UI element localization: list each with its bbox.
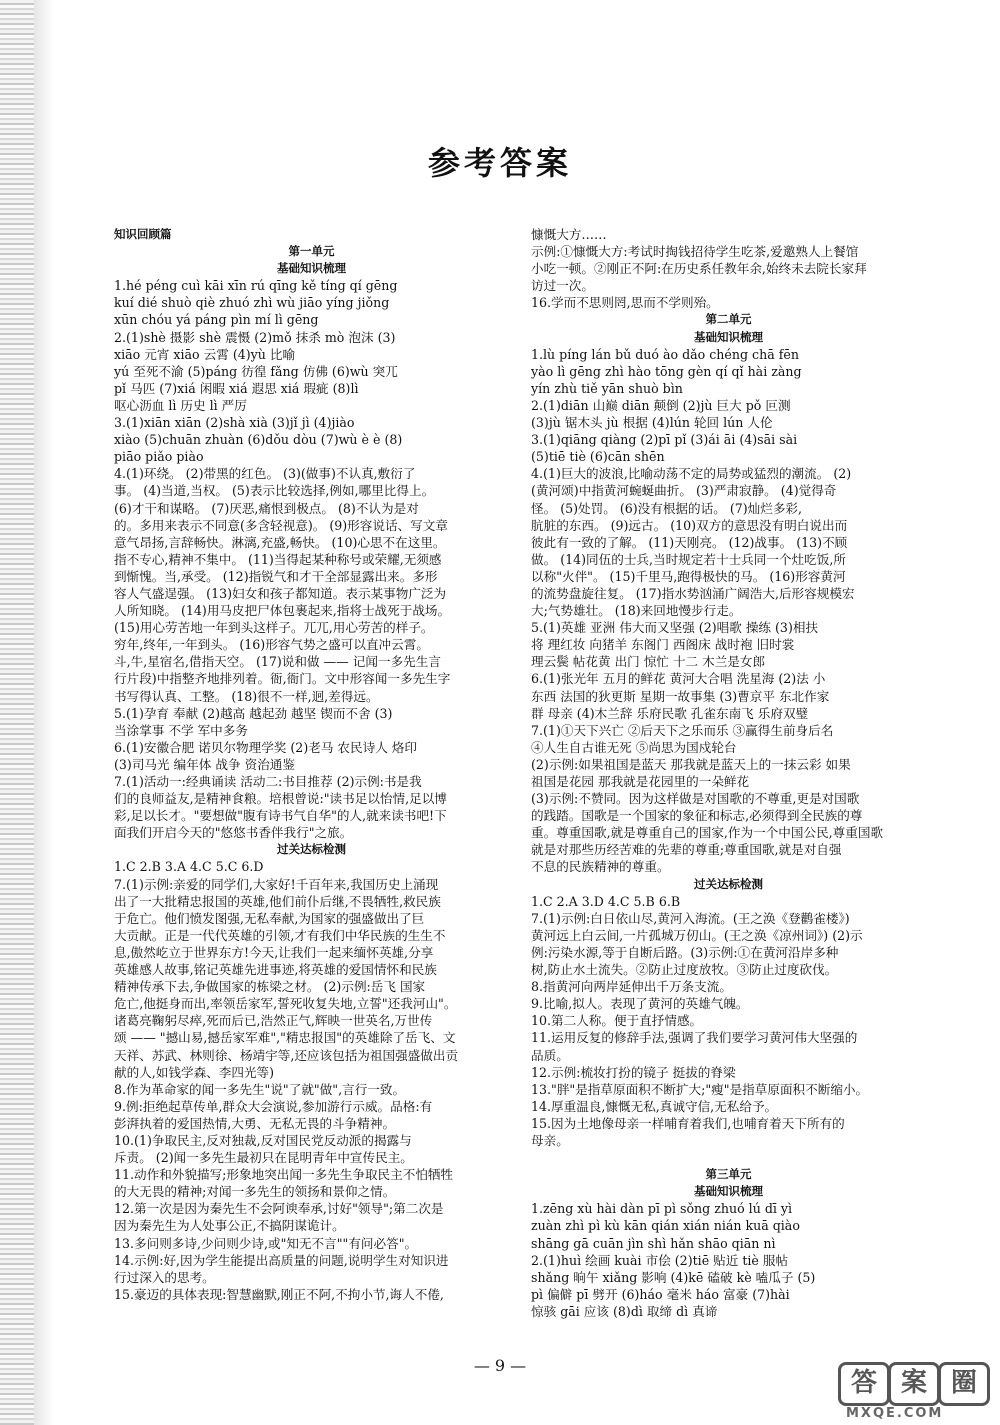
answer-line: shāng gā cuān jìn shì hǎn shāo qiān nì [531,1235,776,1251]
answer-line: 16.学而不思则罔,思而不学则殆。 [531,295,719,311]
answer-line: 群 母亲 (4)木兰辞 乐府民歌 孔雀东南飞 乐府双璧 [531,705,809,721]
section-heading: 第二单元 [705,312,752,327]
answer-line: xiào (5)chuān zhuàn (6)dǒu dòu (7)wù è è (8) [114,432,403,448]
answer-line: 容人气盛逞强。 (13)妇女和孩子都知道。表示某事物广泛为 [114,585,447,601]
answer-line: 斗,牛,星宿名,借指天空。 (17)说和做 —— 记闻一多先生言 [114,654,441,670]
answer-line: 行过深入的思考。 [114,1269,215,1285]
answer-line: 2.(1)shè 摄影 shè 震慑 (2)mǒ 抹杀 mò 泡沫 (3) [114,329,396,345]
section-heading: 基础知识梳理 [277,261,346,276]
answer-line: 颂 —— "撼山易,撼岳家军难","精忠报国"的英雄除了岳飞、文 [114,1030,456,1046]
answer-line: 危亡,他挺身而出,率领岳家军,誓死收复失地,立誓"还我河山"。 [114,996,457,1012]
answer-line: 1.zēng xù hài dàn pī pì sǒng zhuó lú dī yì [531,1201,793,1217]
answer-line: 树,防止水土流失。②防止过度放牧。③防止过度砍伐。 [531,962,838,978]
answer-line: 行片段)中指整齐地排列着。衙,衙门。文中形容闻一多先生字 [114,671,451,687]
answer-line: 彭湃执着的爱国热情,大勇、无私无畏的斗争精神。 [114,1115,396,1131]
answer-line: 5.(1)孕育 奉献 (2)越高 越起劲 越坚 锲而不舍 (3) [114,705,393,721]
answer-line: 不息的民族精神的尊重。 [531,859,670,875]
answer-line: 做。 (14)同伍的士兵,当时规定若十士兵同一个灶吃饭,所 [531,551,846,567]
answer-line: 2.(1)diān 山巅 diān 颠倒 (2)jù 巨大 pǒ 叵测 [531,397,791,413]
answer-line: 的流势盘旋往复。 (17)指水势汹涌广阔浩大,后形容规模宏 [531,585,855,601]
answer-line: 意气昂扬,言辞畅快。淋漓,充盛,畅快。 (10)心思不在这里。 [114,534,446,550]
answer-line: 惊骇 gāi 应该 (8)dì 取缔 dì 真谛 [531,1303,718,1319]
answer-line: 英雄感人故事,铭记英雄先进事迹,将英雄的爱国情怀和民族 [114,962,437,978]
answer-line: 8.作为革命家的闻一多先生"说"了就"做",言行一致。 [114,1081,406,1097]
section-heading: 过关达标检测 [277,842,346,857]
answer-line: 11.动作和外貌描写;形象地突出闻一多先生争取民主不怕牺牲 [114,1167,454,1183]
answer-line: 呕心沥血 lì 历史 lì 严厉 [114,397,247,413]
answer-line: 10.第二人称。便于直抒情感。 [531,1013,703,1029]
answer-line: (6)才干和谋略。 (7)厌恶,痛恨到极点。 (8)不认为是对 [114,500,419,516]
answer-line: zuàn zhì pì kù kān qián xián nián kuā qiào [531,1218,800,1234]
answer-line: kuí dié shuò qiè zhuó zhì wù jiāo yíng jiǒng [114,295,390,311]
answer-line: 2.(1)huì 绘画 kuài 市侩 (2)tiē 贴近 tiè 服帖 [531,1252,789,1268]
answer-line: 7.(1)①天下兴亡 ②后天下之乐而乐 ③赢得生前身后名 [531,722,834,738]
answer-line: 黄河远上白云间,一片孤城万仞山。(王之涣《凉州词》) (2)示 [531,927,863,943]
answer-line: 面我们开启今天的"悠悠书香伴我行"之旅。 [114,825,353,841]
answer-line: 9.比喻,拟人。表现了黄河的英雄气魄。 [531,996,749,1012]
answer-line: 彼此有一致的了解。 (11)天刚亮。 (12)战事。 (13)不顾 [531,534,848,550]
answer-line: 6.(1)安徽合肥 诺贝尔物理学奖 (2)老马 农民诗人 烙印 [114,739,417,755]
answer-line: 9.例:拒绝起草传单,群众大会演说,参加游行示威。品格:有 [114,1098,433,1114]
answer-line: (3)jù 锯木头 jù 根据 (4)lún 轮回 lún 人伦 [531,415,773,431]
page-number: — 9 — [473,1356,527,1375]
answer-line: (2)示例:如果祖国是蓝天 那我就是蓝天上的一抹云彩 如果 [531,756,851,772]
answer-line: 以称"火伴"。 (15)千里马,跑得极快的马。 (16)形容黄河 [531,568,846,584]
answer-line: 5.(1)英雄 亚洲 伟大而又坚强 (2)唱歌 操练 (3)相扶 [531,620,819,636]
answer-line: 1.C 2.A 3.D 4.C 5.B 6.B [531,893,681,909]
answer-line: yín zhù tiě yān shuò bìn [531,380,683,396]
watermark-char: 圈 [938,1362,990,1406]
answer-line: 斥责。 (2)闻一多先生最初只在昆明青年中宣传民主。 [114,1150,413,1166]
answer-line: pǐ 马匹 (7)xiá 闲暇 xiá 遐思 xiá 瑕疵 (8)lì [114,380,359,396]
answer-line: 10.(1)争取民主,反对独裁,反对国民党反动派的揭露与 [114,1132,412,1148]
answer-line: 的。多用来表示不同意(多含轻视意)。 (9)形容说话、写文章 [114,517,448,533]
answer-line: 4.(1)环绕。 (2)带黑的红色。 (3)(做事)不认真,敷衍了 [114,466,416,482]
answer-line: 15.因为土地像母亲一样哺育着我们,也哺育着天下所有的 [531,1115,845,1131]
answer-line: 14.示例:好,因为学生能提出高质量的问题,说明学生对知识进 [114,1252,449,1268]
section-heading: 基础知识梳理 [694,1184,763,1199]
left-column [114,226,509,1303]
answer-line: 小吃一顿。②刚正不阿:在历史系任教年余,始终未去院长家拜 [531,261,867,277]
watermark-char: 案 [888,1362,940,1406]
answer-line: 7.(1)活动一:经典诵读 活动二:书目推荐 (2)示例:书是我 [114,774,422,789]
answer-line: 精神传承下去,争做国家的栋梁之材。 (2)示例:岳飞 国家 [114,979,426,995]
answer-line: 们的良师益友,是精神食粮。培根曾说:"读书足以怡情,足以博 [114,791,447,807]
answer-line: 6.(1)张光年 五月的鲜花 黄河大合唱 洗星海 (2)法 小 [531,671,826,687]
answer-line: 1.C 2.B 3.A 4.C 5.C 6.D [114,859,264,875]
answer-line: xiāo 元宵 xiāo 云霄 (4)yù 比喻 [114,346,296,362]
section-heading: 第一单元 [288,244,335,259]
answer-line: 息,傲然屹立于世界东方!今天,让我们一起来缅怀英雄,分享 [114,944,434,960]
answer-line: 人所知晓。 (14)用马皮把尸体包裹起来,指将士战死于战场。 [114,603,451,619]
answer-line: piāo piǎo piào [114,449,204,465]
answer-line: 例:污染水源,等于自断后路。(3)示例:①在黄河沿岸多种 [531,944,839,960]
answer-line: 大;气势雄壮。 (18)来回地慢步行走。 [531,603,742,619]
watermark-url: MXQE.COM [846,1406,944,1421]
answer-line: 母亲。 [531,1132,569,1148]
answer-line: 怪。 (5)处罚。 (6)没有根据的话。 (7)灿烂多彩, [531,500,803,516]
right-column [531,226,926,1320]
answer-line: 大贡献。正是一代代英雄的引领,才有我们中华民族的生生不 [114,927,446,943]
answer-line: (黄河颂)中指黄河蜿蜒曲折。 (3)严肃寂静。 (4)觉得奇 [531,483,837,499]
answer-line: (5)tiē tiè (6)cān shēn [531,449,665,465]
answer-line: 1.lù píng lán bǔ duó ào dǎo chéng chā fēn [531,346,799,362]
answer-line: (15)用心劳苦地一年到头这样子。兀兀,用心劳苦的样子。 [114,620,434,636]
answer-line: 重。尊重国歌,就是尊重自己的国家,作为一个中国公民,尊重国歌 [531,825,884,841]
answer-line: 书写得认真、工整。 (18)很不一样,迥,差得远。 [114,688,379,704]
answer-line: 3.(1)qiāng qiàng (2)pī pǐ (3)ái āi (4)sāi sài [531,432,798,448]
answer-line: 12.示例:梳妆打扮的镜子 挺拔的脊梁 [531,1064,736,1080]
scan-edge-shadow [34,0,54,1425]
answer-line: 彩,足以长才。"要想做"腹有诗书气自华"的人,就来读书吧!下 [114,808,447,824]
answer-line: 8.指黄河向两岸延伸出千万条支流。 [531,979,732,995]
answer-line: 1.hé péng cuì kāi xīn rú qīng kě tíng qí gēng [114,278,398,294]
answer-line: 15.豪迈的具体表现:智慧幽默,刚正不阿,不拘小节,诲人不倦, [114,1286,444,1302]
answer-line: 当涂掌事 不学 军中多务 [114,722,248,738]
answer-line: xūn chóu yá páng pìn mí lì gēng [114,312,319,328]
answer-line: 就是对那些历经苦难的先辈的尊重;尊重国歌,就是对自强 [531,842,842,858]
answer-line: yào lì gēng zhì hào tōng gèn qí qǐ hài zàng [531,363,802,379]
answer-line: 天祥、苏武、林则徐、杨靖宇等,还应该包括为祖国强盛做出贡 [114,1047,459,1063]
answer-line: ④人生自古谁无死 ⑤尚思为国戍轮台 [531,739,737,755]
answer-line: 11.运用反复的修辞手法,强调了我们要学习黄河伟大坚强的 [531,1030,858,1046]
scan-edge [0,0,34,1425]
answer-line: shǎng 晌午 xiǎng 影响 (4)kē 磕破 kè 嗑瓜子 (5) [531,1269,816,1285]
answer-line: 3.(1)xiān xiān (2)shà xià (3)jǐ jì (4)jiào [114,415,355,431]
section-heading: 过关达标检测 [694,876,763,891]
answer-line: 祖国是花园 那我就是花园里的一朵鲜花 [531,774,750,789]
answer-line: 指不专心,精神不集中。 (11)当得起某种称号或荣耀,无须感 [114,551,442,567]
answer-line: 的践踏。国歌是一个国家的象征和标志,必须得到全民族的尊 [531,808,863,824]
watermark-logo [838,1362,988,1421]
answer-line: pì 偏僻 pī 劈开 (6)háo 毫米 háo 富豪 (7)hài [531,1286,790,1302]
answer-line: 示例:①慷慨大方:考试时掏钱招待学生吃茶,爱邀熟人上餐馆 [531,244,859,260]
answer-line: 7.(1)示例:白日依山尽,黄河入海流。(王之涣《登鹳雀楼》) [531,910,850,926]
answer-line: (3)司马光 编年体 战争 资治通鉴 [114,756,295,772]
answer-line: 出了一大批精忠报国的英雄,他们前仆后继,不畏牺牲,救民族 [114,893,441,909]
answer-line: 4.(1)巨大的波浪,比喻动荡不定的局势或猛烈的潮流。 (2) [531,466,852,482]
answer-line: 7.(1)示例:亲爱的同学们,大家好!千百年来,我国历史上涌现 [114,876,439,892]
answer-line: 品质。 [531,1047,569,1063]
answer-line: 事。 (4)当道,当权。 (5)表示比较选择,例如,哪里比得上。 [114,483,435,499]
answer-line: 的大无畏的精神;对闻一多先生的领扬和景仰之情。 [114,1184,396,1200]
answer-line [531,1149,926,1166]
answer-line: 理云鬓 帖花黄 出门 惊忙 十二 木兰是女郎 [531,654,766,670]
answer-line: 诸葛亮鞠躬尽瘁,死而后已,浩然正气,辉映一世英名,万世传 [114,1013,433,1029]
answer-line: (3)示例:不赞同。因为这样做是对国歌的不尊重,更是对国歌 [531,791,860,807]
answer-line: 13."胖"是指草原面积不断扩大;"瘦"是指草原面积不断缩小。 [531,1081,869,1097]
answer-line: 13.多问则多诗,少问则少诗,或"知无不言""有问必答"。 [114,1235,418,1251]
answer-line: 东西 法国的狄更斯 星期一故事集 (3)曹京平 东北作家 [531,688,830,704]
section-heading: 知识回顾篇 [114,227,172,241]
section-heading: 基础知识梳理 [694,329,763,344]
answer-line: 因为秦先生为人处事公正,不搞阴谋诡计。 [114,1218,345,1234]
answer-line: 于危亡。他们愤发图强,无私奉献,为国家的强盛做出了巨 [114,910,425,926]
answer-line: 献的人,如钱学森、李四光等) [114,1064,275,1080]
answer-line: 到惭愧。当,承受。 (12)指锐气和才干全部显露出来。多形 [114,568,438,584]
answer-line: 14.厚重温良,慷慨无私,真诚守信,无私给予。 [531,1098,778,1114]
section-heading: 第三单元 [705,1167,752,1182]
answer-line: 穷年,终年,一年到头。 (16)形容气势之盛可以直冲云霄。 [114,637,429,653]
answer-line: yú 至死不渝 (5)páng 彷徨 fǎng 仿佛 (6)wù 突兀 [114,363,398,379]
watermark-char: 答 [838,1362,890,1406]
answer-line: 访过一次。 [531,278,594,294]
page-title: 参考答案 [427,144,572,182]
answer-line: 12.第一次是因为秦先生不会阿谀奉承,讨好"领导";第二次是 [114,1201,444,1217]
answer-line: 肮脏的东西。 (9)远古。 (10)双方的意思没有明白说出而 [531,517,848,533]
answer-line: 将 理红妆 向猪羊 东阁门 西阁床 战时袍 旧时裳 [531,637,795,653]
answer-line: 慷慨大方…… [531,227,607,242]
